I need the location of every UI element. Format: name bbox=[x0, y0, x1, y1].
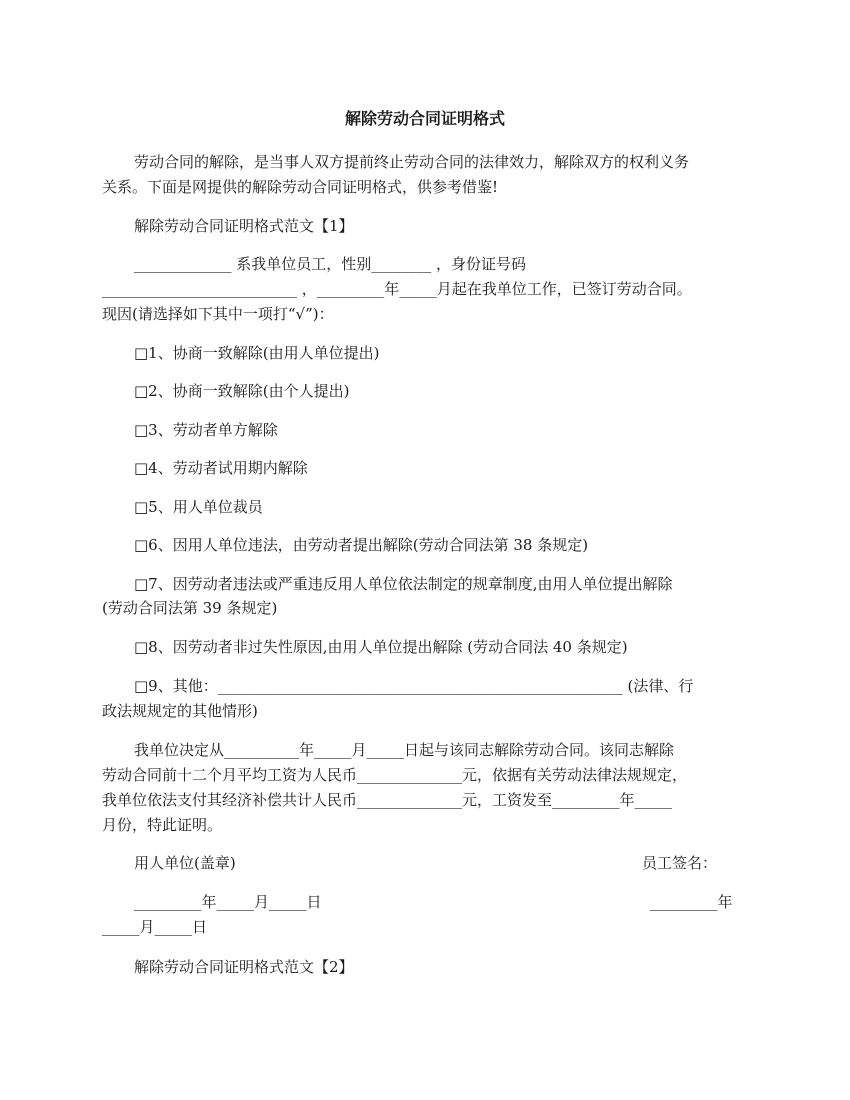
option-3: □3、劳动者单方解除 bbox=[134, 421, 278, 439]
section-2-heading: 解除劳动合同证明格式范文【2】 bbox=[134, 958, 354, 976]
employee-signature-label: 员工签名： bbox=[642, 854, 718, 872]
section-1-heading: 解除劳动合同证明格式范文【1】 bbox=[134, 217, 354, 235]
intro-line-2: 关系。下面是网提供的解除劳动合同证明格式，供参考借鉴! bbox=[102, 178, 499, 196]
employee-line-2: __________________________ ，_________年_____月起在我单位工作，已签订劳动合同。 bbox=[102, 280, 692, 298]
option-6: □6、因用人单位违法，由劳动者提出解除(劳动合同法第 38 条规定) bbox=[134, 536, 589, 554]
employer-date-line: _________年_____月_____日 bbox=[134, 893, 322, 911]
option-7-line-1: □7、因劳动者违法或严重违反用人单位依法制定的规章制度,由用人单位提出解除 bbox=[134, 575, 673, 593]
decision-line-1: 我单位决定从__________年_____月_____日起与该同志解除劳动合同。该同志解除 bbox=[134, 741, 675, 759]
option-9-line-1: □9、其他：______________________________________________________ (法律、行 bbox=[134, 677, 694, 695]
decision-line-3: 我单位依法支付其经济补偿共计人民币______________元，工资发至_________年_____ bbox=[102, 791, 673, 809]
decision-line-2: 劳动合同前十二个月平均工资为人民币______________元，依据有关劳动法律法规规定， bbox=[102, 766, 688, 784]
employee-line-1: _____________ 系我单位员工，性别________ ，身份证号码 bbox=[134, 255, 527, 273]
intro-line-1: 劳动合同的解除，是当事人双方提前终止劳动合同的法律效力，解除双方的权利义务 bbox=[134, 153, 690, 171]
option-5: □5、用人单位裁员 bbox=[134, 498, 263, 516]
option-1: □1、协商一致解除(由用人单位提出) bbox=[134, 344, 380, 362]
option-9-line-2: 政法规规定的其他情形) bbox=[102, 702, 258, 720]
employee-date-line-1: _________年 bbox=[650, 893, 733, 911]
document-title: 解除劳动合同证明格式 bbox=[344, 109, 505, 128]
employer-seal-label: 用人单位(盖章) bbox=[134, 854, 236, 872]
decision-line-4: 月份，特此证明。 bbox=[102, 816, 223, 834]
employee-line-3: 现因(请选择如下其中一项打“√”)： bbox=[102, 305, 334, 323]
option-4: □4、劳动者试用期内解除 bbox=[134, 459, 308, 477]
option-8: □8、因劳动者非过失性原因,由用人单位提出解除 (劳动合同法 40 条规定) bbox=[134, 638, 628, 656]
option-7-line-2: (劳动合同法第 39 条规定) bbox=[102, 599, 278, 617]
employee-date-line-2: _____月_____日 bbox=[102, 918, 208, 936]
option-2: □2、协商一致解除(由个人提出) bbox=[134, 382, 350, 400]
